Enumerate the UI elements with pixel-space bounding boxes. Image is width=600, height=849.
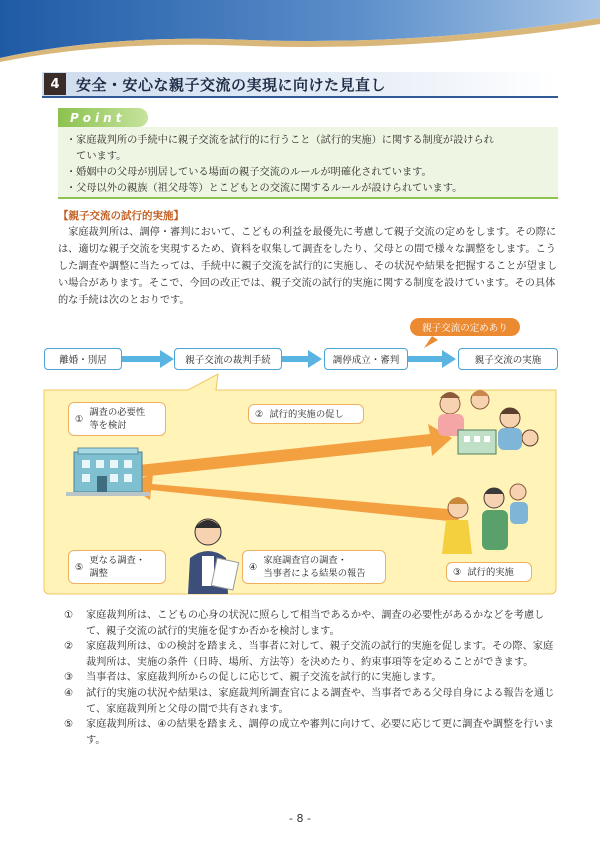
header-wave-decoration xyxy=(0,0,600,62)
step-1-box xyxy=(68,402,166,436)
flow-step-court-procedure: 親子交流の裁判手続 xyxy=(174,348,282,370)
list-item: ① 家庭裁判所は、こどもの心身の状況に照らして相当であるかや、調査の必要性があるかなどを考慮して、親子交流の試行的実施を促すか否かを検討します。 xyxy=(64,610,545,637)
flow-arrow-icon xyxy=(122,350,174,368)
flow-step-divorce: 離婚・別居 xyxy=(44,348,122,370)
list-item: ⑤ 家庭裁判所は、④の結果を踏まえ、調停の成立や審判に向けて、必要に応じて更に調査や調整を行います。 xyxy=(64,719,554,746)
step-number: ① xyxy=(75,413,84,425)
section-number: 4 xyxy=(44,73,66,95)
point-bullet: ・婚姻中の父母が別居している場面の親子交流のルールが明確化されています。 xyxy=(66,167,432,178)
list-item: ③ 当事者は、家庭裁判所からの促しに応じて、親子交流を試行的に実施します。 xyxy=(64,672,442,684)
flow-arrow-icon xyxy=(282,350,322,368)
step-text: 試行的実施の促し xyxy=(269,408,344,420)
flow-step-visitation: 親子交流の実施 xyxy=(458,348,558,370)
step-number: ③ xyxy=(453,566,462,578)
list-item: ④ 試行的実施の状況や結果は、家庭裁判所調査官による調査や、当事者である父母自身による報告を通じて、家庭裁判所と父母の間で共有されます。 xyxy=(64,687,555,715)
step-number: ④ xyxy=(249,561,258,573)
point-bullet: ・家庭裁判所の手続中に親子交流を試行的に行うこと（試行的実施）に関する制度が設けられ xyxy=(66,135,494,146)
point-bullet: ・父母以外の親族（祖父母等）とこどもとの交流に関するルールが設けられています。 xyxy=(66,183,463,194)
arrangement-callout: 親子交流の定めあり xyxy=(410,318,520,336)
section-header xyxy=(42,72,558,98)
step-3-box xyxy=(446,562,532,582)
section-title: 安全・安心な親子交流の実現に向けた見直し xyxy=(76,75,387,94)
step-text: 当事者による結果の報告 xyxy=(263,568,366,579)
step-text: 家庭調査官の調査・ xyxy=(263,555,348,566)
step-number: ② xyxy=(255,408,264,420)
step-number: ⑤ xyxy=(75,561,84,573)
subheading: 【親子交流の試行的実施】 xyxy=(58,210,184,222)
step-5-box xyxy=(68,550,166,584)
point-box xyxy=(58,127,558,199)
point-bullet: ています。 xyxy=(66,151,127,162)
point-label: Point xyxy=(58,108,148,127)
step-text: 調整 xyxy=(89,568,108,579)
step-text: 調査の必要性 xyxy=(89,407,146,418)
flow-arrow-icon xyxy=(408,350,456,368)
step-2-box xyxy=(248,404,364,424)
step-4-box xyxy=(242,550,386,584)
courthouse-icon xyxy=(66,448,150,496)
step-text: 試行的実施 xyxy=(467,566,514,578)
page-number: - 8 - xyxy=(289,812,311,825)
list-item: ② 家庭裁判所は、①の検討を踏まえ、当事者に対して、親子交流の試行的実施を促します。その際、家庭裁判所は、実施の条件（日時、場所、方法等）を決めたり、約束事項等を定めることができます。 xyxy=(64,641,554,668)
step-text: 等を検討 xyxy=(89,420,127,431)
explanation-list xyxy=(64,608,560,748)
flow-step-mediation: 調停成立・審判 xyxy=(324,348,408,370)
intro-paragraph: 家庭裁判所は、調停・審判において、こどもの利益を最優先に考慮して親子交流の定めをします。その際には、適切な親子交流を実現するため、資料を収集して調査をしたり、父母との間で様々な調整をします。こうした調査や調整に当たっては、手続中に親子交流を試行的に実施し、その状況や結果を把握することが望ましい場合があります。そこで、今回の改正では、親子交流の試行的実施に関する制度を設けています。その具体的な手続は次のとおりです。 xyxy=(58,227,558,306)
step-text: 更なる調査・ xyxy=(89,555,146,566)
